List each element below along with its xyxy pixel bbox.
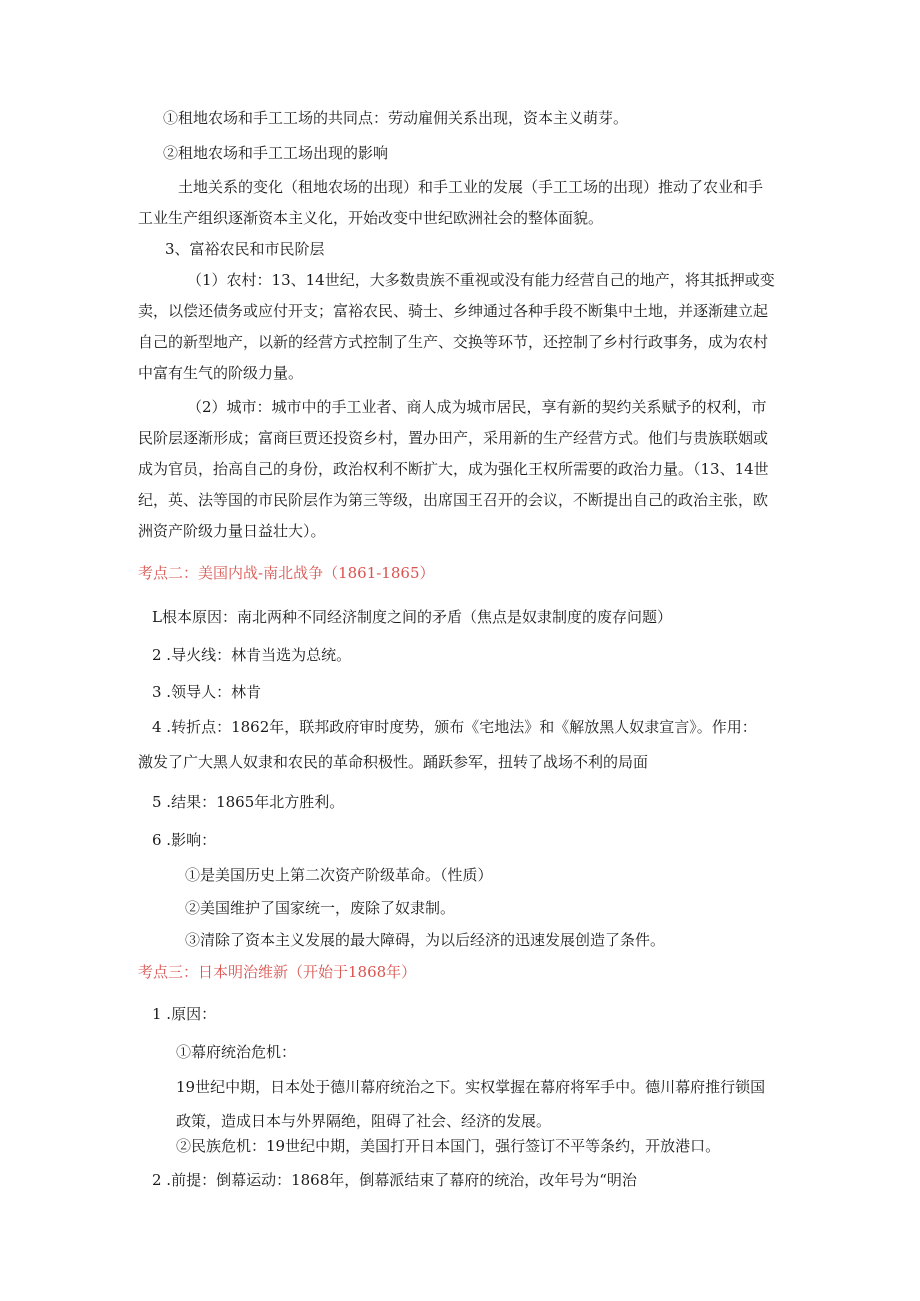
civil-war-impact-title: 6 .影响： xyxy=(152,831,217,849)
land-relation-paragraph-line-1: 土地关系的变化（租地农场的出现）和手工业的发展（手工工场的出现）推动了农业和手 xyxy=(178,178,764,196)
meiji-premise: 2 .前提：倒幕运动：1868年，倒幕派结束了幕府的统治，改年号为“明治 xyxy=(152,1171,637,1189)
meiji-heading: 考点三：日本明治维新（开始于1868年） xyxy=(138,963,417,981)
city-paragraph-line-5: 洲资产阶级力量日益壮大）。 xyxy=(138,522,326,540)
rental-farm-common-point: ①租地农场和手工工场的共同点：劳动雇佣关系出现，资本主义萌芽。 xyxy=(163,109,629,127)
city-paragraph-line-2: 民阶层逐渐形成；富商巨贾还投资乡村，置办田产，采用新的生产经营方式。他们与贵族联姻或 xyxy=(138,429,769,447)
city-paragraph-line-3: 成为官员，抬高自己的身份，政治权利不断扩大，成为强化王权所需要的政治力量。（13、14世 xyxy=(138,460,769,478)
shogunate-crisis-line-2: 政策，造成日本与外界隔绝，阻碍了社会、经济的发展。 xyxy=(176,1112,552,1130)
civil-war-impact-2: ②美国维护了国家统一，废除了奴隶制。 xyxy=(185,899,456,917)
rental-farm-impact-title: ②租地农场和手工工场出现的影响 xyxy=(163,144,389,162)
civil-war-heading: 考点二：美国内战-南北战争（1861-1865） xyxy=(138,564,435,582)
civil-war-result: 5 .结果：1865年北方胜利。 xyxy=(152,793,345,811)
civil-war-root-cause: L根本原因：南北两种不同经济制度之间的矛盾（焦点是奴隶制度的废存问题） xyxy=(152,608,672,626)
civil-war-trigger: 2 .导火线：林肯当选为总统。 xyxy=(152,646,352,664)
civil-war-leader: 3 .领导人：林肯 xyxy=(152,683,262,701)
city-paragraph-line-4: 纪，英、法等国的市民阶层作为第三等级，出席国王召开的会议，不断提出自己的政治主张，欧 xyxy=(138,491,769,509)
countryside-paragraph-line-4: 中富有生气的阶级力量。 xyxy=(138,364,304,382)
countryside-paragraph-line-1: （1）农村：13、14世纪，大多数贵族不重视或没有能力经营自己的地产，将其抵押或变 xyxy=(187,271,775,289)
countryside-paragraph-line-2: 卖，以偿还债务或应付开支；富裕农民、骑士、乡绅通过各种手段不断集中土地，并逐渐建立起 xyxy=(138,302,769,320)
shogunate-crisis-line-1: 19世纪中期，日本处于德川幕府统治之下。实权掌握在幕府将军手中。德川幕府推行锁国 xyxy=(176,1078,766,1096)
city-paragraph-line-1: （2）城市：城市中的手工业者、商人成为城市居民，享有新的契约关系赋予的权利，市 xyxy=(187,398,767,416)
meiji-cause-title: 1 .原因： xyxy=(152,1005,217,1023)
civil-war-turning-point-line-1: 4 .转折点：1862年，联邦政府审时度势，颁布《宅地法》和《解放黑人奴隶宣言》。作用： xyxy=(152,718,757,736)
shogunate-crisis-title: ①幕府统治危机： xyxy=(176,1043,297,1061)
civil-war-turning-point-line-2: 激发了广大黑人奴隶和农民的革命积极性。踊跃参军，扭转了战场不利的局面 xyxy=(138,753,649,771)
countryside-paragraph-line-3: 自己的新型地产，以新的经营方式控制了生产、交换等环节，还控制了乡村行政事务，成为农村 xyxy=(138,333,769,351)
rich-peasants-heading: 3、富裕农民和市民阶层 xyxy=(165,240,325,258)
civil-war-impact-3: ③清除了资本主义发展的最大障碍，为以后经济的迅速发展创造了条件。 xyxy=(185,931,666,949)
national-crisis: ②民族危机：19世纪中期，美国打开日本国门，强行签订不平等条约，开放港口。 xyxy=(176,1137,721,1155)
land-relation-paragraph-line-2: 工业生产组织逐渐资本主义化，开始改变中世纪欧洲社会的整体面貌。 xyxy=(138,209,604,227)
civil-war-impact-1: ①是美国历史上第二次资产阶级革命。（性质） xyxy=(185,866,493,884)
